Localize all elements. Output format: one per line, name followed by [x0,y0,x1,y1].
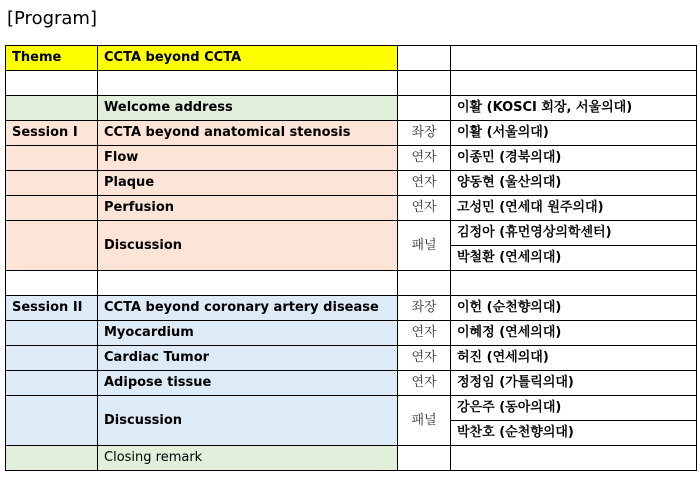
session2-role: 연자 [398,371,451,396]
welcome-row [6,96,697,121]
session2-person: 이헌 (순천향의대) [451,296,697,321]
session1-row-chair [6,121,697,146]
session2-row [6,371,697,396]
session2-row-chair [6,296,697,321]
session1-row [6,196,697,221]
session2-person: 허진 (연세의대) [451,346,697,371]
session2-discussion-row [6,396,697,421]
session1-row [6,171,697,196]
session1-talk-title: Flow [98,146,398,171]
theme-label: Theme [6,46,98,71]
session1-talk-title: Plaque [98,171,398,196]
page-title: [Program] [7,8,97,29]
session1-person: 고성민 (연세대 원주의대) [451,196,697,221]
session1-role: 좌장 [398,121,451,146]
session1-talk-title: Perfusion [98,196,398,221]
session2-role: 연자 [398,321,451,346]
session2-person: 이혜정 (연세의대) [451,321,697,346]
session1-person: 양동현 (울산의대) [451,171,697,196]
closing-row [6,446,697,471]
session1-label: Session I [6,121,98,146]
session2-panelist: 박찬호 (순천향의대) [451,421,697,446]
theme-value: CCTA beyond CCTA [98,46,398,71]
session1-panelist: 김정아 (휴먼영상의학센터) [451,221,697,246]
session1-person: 이활 (서울의대) [451,121,697,146]
session2-role: 연자 [398,346,451,371]
session1-title: CCTA beyond anatomical stenosis [98,121,398,146]
session1-role: 연자 [398,196,451,221]
session2-role: 좌장 [398,296,451,321]
program-table [5,45,697,471]
session2-talk-title: Adipose tissue [98,371,398,396]
session1-discussion-row [6,221,697,246]
theme-row [6,46,697,71]
welcome-title: Welcome address [98,96,398,121]
session2-talk-title: Myocardium [98,321,398,346]
welcome-person: 이활 (KOSCI 회장, 서울의대) [451,96,697,121]
session2-discussion-title: Discussion [98,396,398,446]
session1-row [6,146,697,171]
session2-row [6,346,697,371]
session2-label: Session II [6,296,98,321]
closing-title: Closing remark [98,446,398,471]
spacer-row [6,71,697,96]
session1-role: 연자 [398,146,451,171]
session2-talk-title: Cardiac Tumor [98,346,398,371]
session2-person: 정정임 (가톨릭의대) [451,371,697,396]
session1-discussion-title: Discussion [98,221,398,271]
session1-panelist: 박철환 (연세의대) [451,246,697,271]
session2-title: CCTA beyond coronary artery disease [98,296,398,321]
session2-row [6,321,697,346]
session2-discussion-role: 패널 [398,396,451,446]
session2-panelist: 강은주 (동아의대) [451,396,697,421]
spacer-row [6,271,697,296]
session1-role: 연자 [398,171,451,196]
session1-person: 이종민 (경북의대) [451,146,697,171]
session1-discussion-role: 패널 [398,221,451,271]
